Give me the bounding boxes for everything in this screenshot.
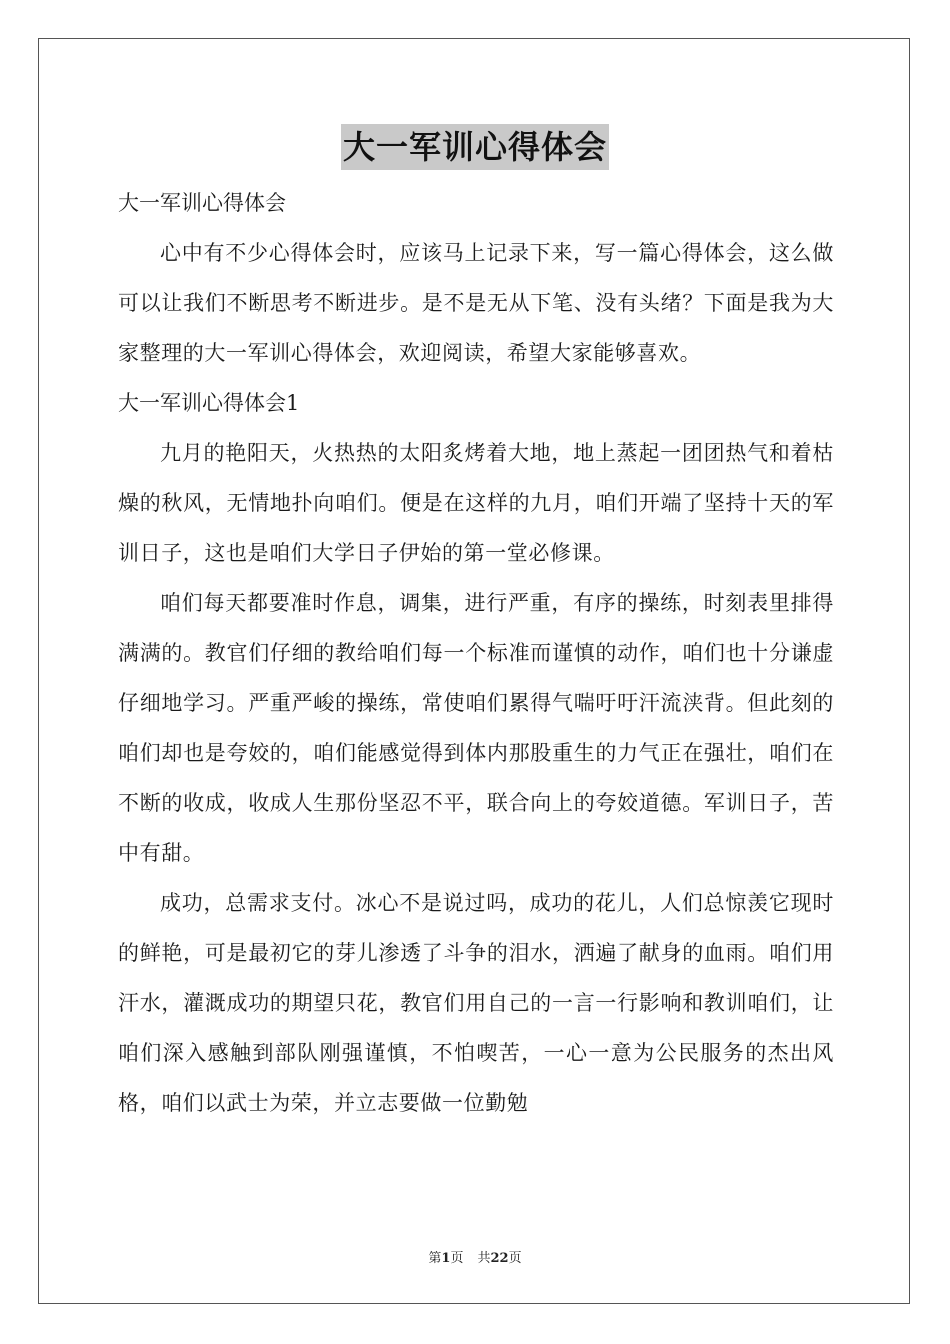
page-footer: [0, 1247, 950, 1266]
title-container: [0, 124, 950, 170]
total-pages: 22: [490, 1251, 509, 1266]
section-heading: 大一军训心得体会1: [118, 391, 300, 415]
document-body: [118, 178, 834, 1128]
body-paragraph: 成功，总需求支付。冰心不是说过吗，成功的花儿，人们总惊羡它现时的鲜艳，可是最初它的芽儿渗透了斗争的泪水，洒遍了献身的血雨。咱们用汗水，灌溉成功的期望只花，教官们用自己的一言一行影响和教训咱们，让咱们深入感触到部队刚强谨慎，不怕喫苦，一心一意为公民服务的杰出风格，咱们以武士为荣，并立志要做一位勤勉: [118, 891, 834, 1115]
intro-heading: 大一军训心得体会: [118, 191, 286, 215]
body-paragraph: 九月的艳阳天，火热热的太阳炙烤着大地，地上蒸起一团团热气和着枯燥的秋风，无情地扑向咱们。便是在这样的九月，咱们开端了坚持十天的军训日子，这也是咱们大学日子伊始的第一堂必修课。: [118, 441, 834, 565]
body-paragraph: 咱们每天都要准时作息，调集，进行严重，有序的操练，时刻表里排得满满的。教官们仔细的教给咱们每一个标准而谨慎的动作，咱们也十分谦虚仔细地学习。严重严峻的操练，常使咱们累得气喘吁吁汗流浃背。但此刻的咱们却也是夸姣的，咱们能感觉得到体内那股重生的力气正在强壮，咱们在不断的收成，收成人生那份坚忍不平，联合向上的夸姣道德。军训日子，苦中有甜。: [118, 591, 834, 865]
page-number: 1: [441, 1251, 451, 1266]
page-prefix: 第: [428, 1251, 442, 1266]
page-suffix: 页: [450, 1251, 464, 1266]
document-title: 大一军训心得体会: [341, 124, 609, 170]
total-prefix: 共: [477, 1251, 491, 1266]
intro-paragraph: 心中有不少心得体会时，应该马上记录下来，写一篇心得体会，这么做可以让我们不断思考不断进步。是不是无从下笔、没有头绪？下面是我为大家整理的大一军训心得体会，欢迎阅读，希望大家能够喜欢。: [118, 241, 834, 365]
total-suffix: 页: [508, 1251, 522, 1266]
